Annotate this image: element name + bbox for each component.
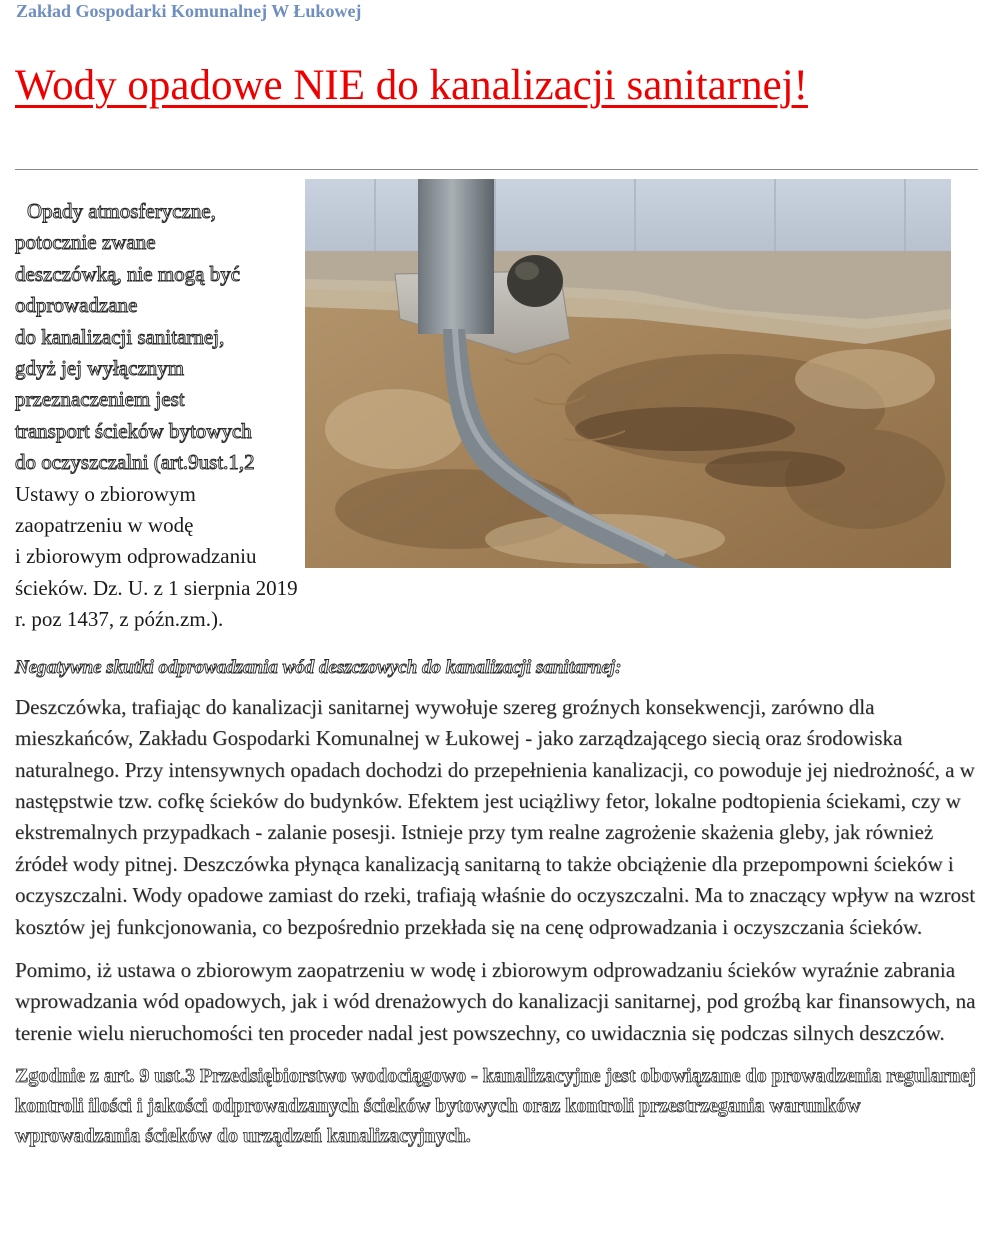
intro-line: do kanalizacji sanitarnej, — [15, 324, 225, 349]
intro-line: odprowadzane — [15, 293, 138, 318]
site-title-link[interactable]: Zakład Gospodarki Komunalnej W Łukowej — [16, 1, 362, 21]
body-paragraph-control: Zgodnie z art. 9 ust.3 Przedsiębiorstwo wodociągowo - kanalizacyjne jest obowiązane do prowadzenia regularnej kontroli ilości i jakości odprowadzanych ścieków bytowych oraz kontroli przestrzegania warunków wprowadzania ścieków do urządzeń kanalizacyjnych. — [15, 1065, 976, 1148]
intro-line: potocznie zwane — [15, 230, 156, 255]
intro-line: transport ścieków bytowych — [15, 418, 252, 443]
title-divider — [15, 169, 978, 170]
intro-line: do oczyszczalni (art.9ust.1,2 — [15, 450, 255, 475]
intro-line: Opady atmosferyczne, — [27, 199, 216, 223]
intro-line: i zbiorowym odprowadzaniu — [15, 544, 257, 569]
body-paragraph-law: Pomimo, iż ustawa o zbiorowym zaopatrzeniu w wodę i zbiorowym odprowadzaniu ścieków wyraźnie zabrania wprowadzania wód opadowych, jak i wód drenażowych do kanalizacji sanitarnej, pod groźbą kar finansowych, na terenie wielu nieruchomości ten proceder nadal jest powszechny, co uwidacznia się podczas silnych deszczów. — [15, 957, 976, 1045]
drainpipe-photo — [305, 179, 951, 568]
article-body — [15, 179, 978, 1163]
article-title: Wody opadowe NIE do kanalizacji sanitarnej! — [15, 62, 808, 109]
intro-line: przeznaczeniem jest — [15, 387, 185, 412]
intro-line: deszczówką, nie mogą być — [15, 261, 241, 286]
intro-line: Ustawy o zbiorowym — [15, 481, 196, 506]
intro-line: gdyż jej wyłącznym — [15, 356, 185, 381]
section-subheading: Negatywne skutki odprowadzania wód deszczowych do kanalizacji sanitarnej: — [15, 656, 622, 678]
intro-line: zaopatrzeniu w wodę — [15, 513, 194, 538]
intro-line: ścieków. Dz. U. z 1 sierpnia 2019 r. poz 1437, z późn.zm.). — [15, 575, 298, 632]
body-paragraph-effects: Deszczówka, trafiając do kanalizacji sanitarnej wywołuje szereg groźnych konsekwencji, zarówno dla mieszkańców, Zakładu Gospodarki Komunalnej w Łukowej - jako zarządzającego siecią oraz środowiska naturalnego. Przy intensywnych opadach dochodzi do przepełnienia kanalizacji, co powoduje jej niedrożność, a w następstwie tzw. cofkę ścieków do budynków. Efektem jest uciążliwy fetor, lokalne podtopienia ściekami, czy w ekstremalnych przypadkach - zalanie posesji. Istnieje przy tym realne zagrożenie skażenia gleby, jak również źródeł wody pitnej. Deszczówka płynąca kanalizacją sanitarną to także obciążenie dla przepompowni ścieków i oczyszczalni. Wody opadowe zamiast do rzeki, trafiają właśnie do oczyszczalni. Ma to znaczący wpływ na wzrost kosztów jej funkcjonowania, co bezpośrednio przekłada się na cenę odprowadzania i oczyszczania ścieków. — [15, 694, 976, 939]
